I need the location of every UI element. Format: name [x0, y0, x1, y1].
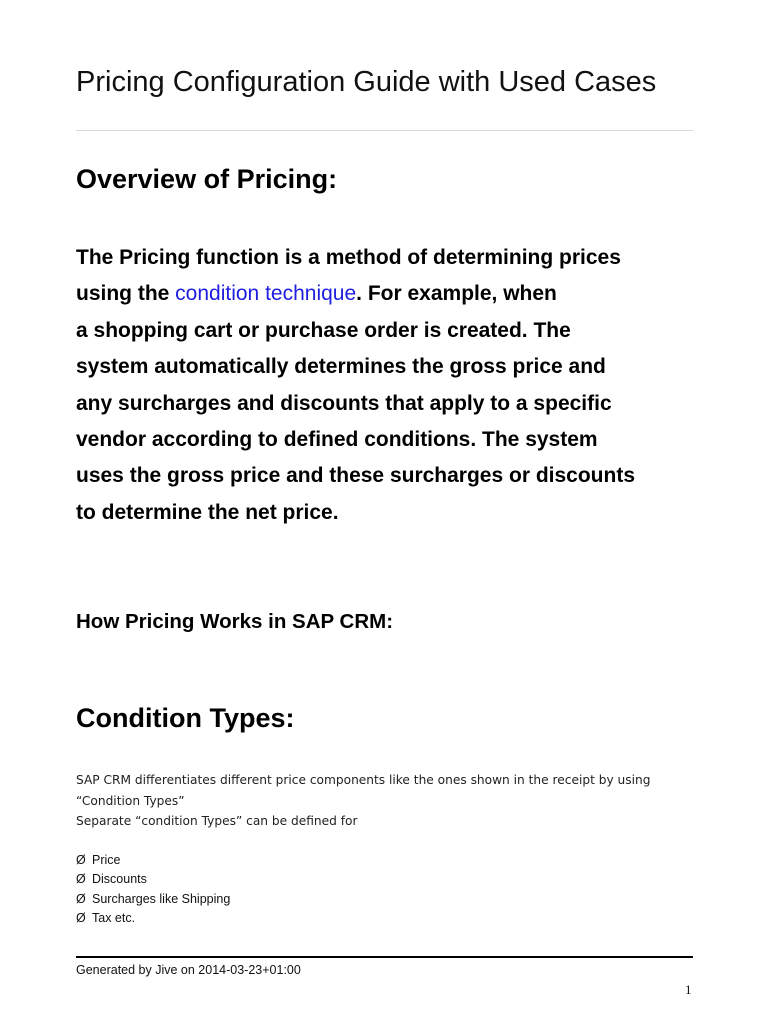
title-divider: [76, 130, 693, 131]
condition-types-text: [76, 770, 650, 832]
paragraph-text: using the: [76, 282, 176, 306]
text-line: “Condition Types”: [76, 793, 185, 808]
list-item: [76, 909, 230, 928]
overview-paragraph: [76, 240, 635, 531]
list-item: [76, 890, 230, 909]
condition-technique-link[interactable]: condition technique: [175, 282, 357, 306]
list-item-label: Tax etc.: [92, 910, 136, 925]
paragraph-line: system automatically determines the gross price and: [76, 355, 606, 379]
bullet-symbol: Ø: [76, 910, 86, 925]
paragraph-line: a shopping cart or purchase order is created. The: [76, 318, 571, 342]
how-pricing-heading: How Pricing Works in SAP CRM:: [76, 610, 394, 633]
footer-generated-text: Generated by Jive on 2014-03-23+01:00: [76, 963, 301, 977]
paragraph-line: uses the gross price and these surcharges or discounts: [76, 464, 636, 488]
list-item: [76, 870, 230, 889]
paragraph-text: . For example, when: [356, 282, 557, 306]
list-item: [76, 851, 230, 870]
bullet-symbol: Ø: [76, 853, 86, 867]
paragraph-line: to determine the net price.: [76, 500, 339, 524]
paragraph-line: The Pricing function is a method of determining prices: [76, 246, 621, 269]
bullet-symbol: Ø: [76, 891, 86, 906]
list-item-label: Surcharges like Shipping: [92, 891, 231, 906]
text-line: Separate “condition Types” can be defined for: [76, 814, 358, 828]
paragraph-line: [76, 276, 635, 312]
paragraph-line: vendor according to defined conditions. The system: [76, 428, 598, 452]
text-line: SAP CRM differentiates different price components like the ones shown in the receipt by using: [76, 773, 651, 787]
list-item-label: Price: [92, 853, 121, 867]
condition-types-heading: Condition Types:: [76, 703, 295, 733]
footer-divider: [76, 956, 693, 958]
bullet-symbol: Ø: [76, 872, 86, 887]
page-number: 1: [685, 982, 692, 997]
page-title: Pricing Configuration Guide with Used Cases: [76, 66, 657, 98]
paragraph-line: any surcharges and discounts that apply to a specific: [76, 391, 612, 415]
list-item-label: Discounts: [92, 872, 147, 887]
overview-heading: Overview of Pricing:: [76, 164, 338, 194]
condition-type-list: [76, 851, 230, 928]
